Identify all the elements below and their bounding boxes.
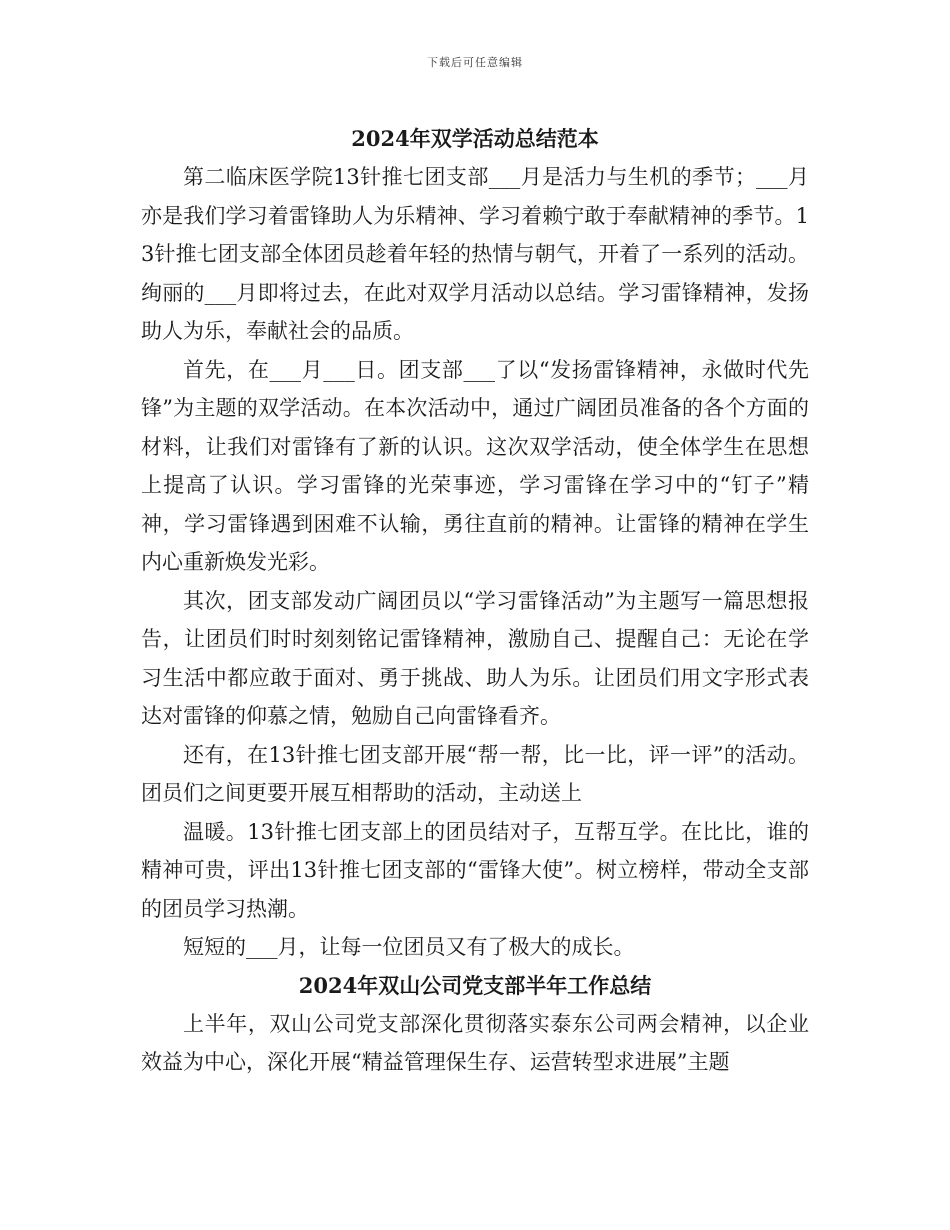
page-header-note: 下载后可任意编辑 [427,56,523,69]
second-document-paragraph: 上半年，双山公司党支部深化贯彻落实泰东公司两会精神，以企业效益为中心，深化开展“精益管理保生存、运营转型求进展”主题 [141,1011,809,1074]
paragraph-second: 其次，团支部发动广阔团员以“学习雷锋活动”为主题写一篇思想报告，让团员们时时刻刻铭记雷锋精神，激励自己、提醒自己：无论在学习生活中都应敢于面对、勇于挑战、助人为乐。让团员们用文字形式表达对雷锋的仰慕之情，勉励自己向雷锋看齐。 [141,588,809,728]
paragraph-closing: 短短的___月，让每一位团员又有了极大的成长。 [183,935,635,959]
paragraph-third-continued: 温暖。13针推七团支部上的团员结对子，互帮互学。在比比，谁的精神可贵，评出13针推七团支部的“雷锋大使”。树立榜样，带动全支部的团员学习热潮。 [141,819,809,921]
document-title: 2024年双学活动总结范本 [351,126,599,151]
document-body [141,122,809,1082]
paragraph-intro: 第二临床医学院13针推七团支部___月是活力与生机的季节；___月亦是我们学习着雷锋助人为乐精神、学习着赖宁敢于奉献精神的季节。13针推七团支部全体团员趁着年轻的热情与朝气，开着了一系列的活动。绚丽的___月即将过去，在此对双学月活动以总结。学习雷锋精神，发扬助人为乐，奉献社会的品质。 [141,165,809,343]
paragraph-first: 首先，在___月___日。团支部___了以“发扬雷锋精神，永做时代先锋”为主题的双学活动。在本次活动中，通过广阔团员准备的各个方面的材料，让我们对雷锋有了新的认识。这次双学活动，使全体学生在思想上提高了认识。学习雷锋的光荣事迹，学习雷锋在学习中的“钉子”精神，学习雷锋遇到困难不认输，勇往直前的精神。让雷锋的精神在学生内心重新焕发光彩。 [141,357,809,574]
second-document-title: 2024年双山公司党支部半年工作总结 [298,972,652,998]
paragraph-third: 还有，在13针推七团支部开展“帮一帮，比一比，评一评”的活动。团员们之间更要开展互相帮助的活动，主动送上 [141,742,809,805]
